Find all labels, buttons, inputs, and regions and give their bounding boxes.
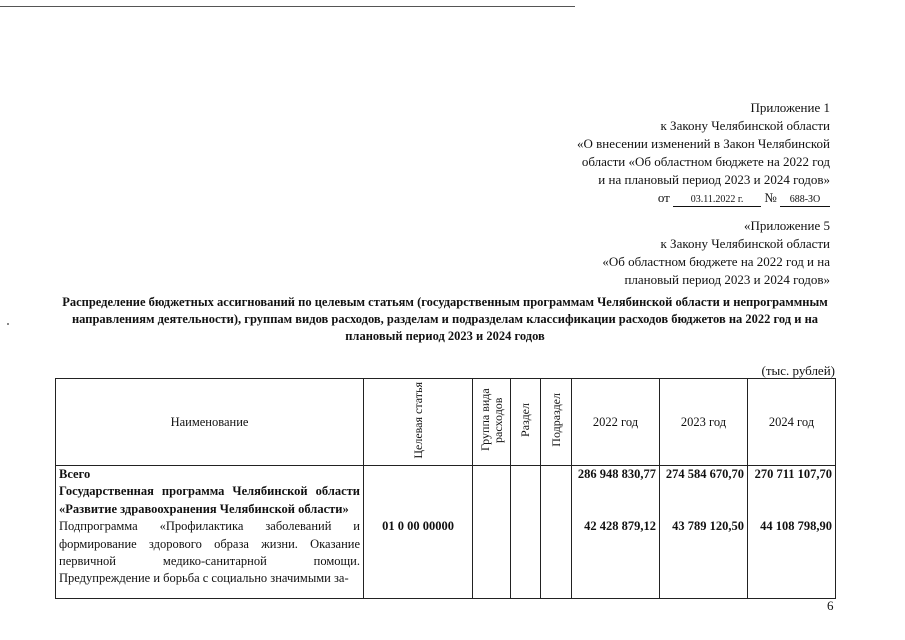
header-2024: 2024 год	[748, 379, 836, 466]
program-2023: 43 789 120,50	[672, 519, 744, 534]
number-label: №	[764, 190, 777, 205]
unit-label: (тыс. рублей)	[761, 363, 835, 378]
page-number: 6	[827, 598, 834, 613]
appendix-1-line: к Закону Челябинской области	[660, 118, 830, 133]
target-cell	[364, 466, 473, 599]
appendix-5-header	[602, 217, 830, 289]
total-2023: 274 584 670,70	[665, 467, 744, 481]
appendix-5-line: плановый период 2023 и 2024 годов»	[624, 272, 830, 287]
from-label: от	[657, 190, 670, 205]
appendix-1-date-line	[577, 189, 830, 207]
header-name: Наименование	[56, 379, 364, 466]
header-target	[364, 379, 473, 466]
section-cell	[511, 466, 541, 599]
header-target-text: Целевая статья	[410, 381, 425, 459]
value-2023-cell	[660, 466, 748, 599]
header-subsection	[541, 379, 572, 466]
header-section	[511, 379, 541, 466]
total-label: Всего	[59, 467, 91, 481]
total-2022: 286 948 830,77	[577, 467, 656, 481]
appendix-1-line: области «Об областном бюджете на 2022 год	[581, 154, 830, 169]
budget-table	[55, 378, 836, 599]
total-2024: 270 711 107,70	[754, 467, 832, 481]
law-date: 03.11.2022 г.	[673, 194, 761, 207]
appendix-1-line: Приложение 1	[750, 100, 830, 115]
appendix-1-line: «О внесении изменений в Закон Челябинской	[576, 136, 830, 151]
program-2024: 44 108 798,90	[760, 519, 832, 534]
header-section-text: Раздел	[518, 403, 532, 437]
program-label: Государственная программа Челябинской области «Развитие здравоохранения Челябинской области»	[59, 484, 360, 516]
header-2023: 2023 год	[660, 379, 748, 466]
document-title: Распределение бюджетных ассигнований по целевым статьям (государственным программам Челябинской области и непрограммным направлениям деятельности), группам видов расходов, разделам и подразделам классификации расходов бюджетов на 2022 год и на плановый период 2023 и 2024 годов	[62, 295, 828, 343]
appendix-5-line: «Приложение 5	[743, 218, 830, 233]
header-group	[473, 379, 511, 466]
subsection-cell	[541, 466, 572, 599]
program-2022: 42 428 879,12	[584, 519, 656, 534]
appendix-5-line: к Закону Челябинской области	[660, 236, 830, 251]
table-header-row	[56, 379, 836, 466]
header-group-text: Группа вида расходов	[477, 388, 505, 452]
value-2022-cell	[572, 466, 660, 599]
value-2024-cell	[748, 466, 836, 599]
appendix-1-line: и на плановый период 2023 и 2024 годов»	[598, 172, 830, 187]
table-row	[56, 466, 836, 599]
header-subsection-text: Подраздел	[548, 393, 563, 447]
name-cell	[56, 466, 364, 599]
scan-dot	[7, 323, 9, 325]
name-cell-content	[59, 466, 360, 598]
appendix-5-line: «Об областном бюджете на 2022 год и на	[602, 254, 830, 269]
program-code: 01 0 00 00000	[382, 519, 454, 533]
subprogram-label: Подпрограмма «Профилактика заболеваний и формирование здорового образа жизни. Оказание первичной медико-санитарной помощи. Предупреждение и борьба с социально значимыми за-	[59, 519, 360, 586]
group-cell	[473, 466, 511, 599]
header-2022: 2022 год	[572, 379, 660, 466]
law-number: 688-ЗО	[780, 194, 830, 207]
top-border-line	[0, 6, 575, 7]
appendix-1-header	[577, 99, 830, 207]
